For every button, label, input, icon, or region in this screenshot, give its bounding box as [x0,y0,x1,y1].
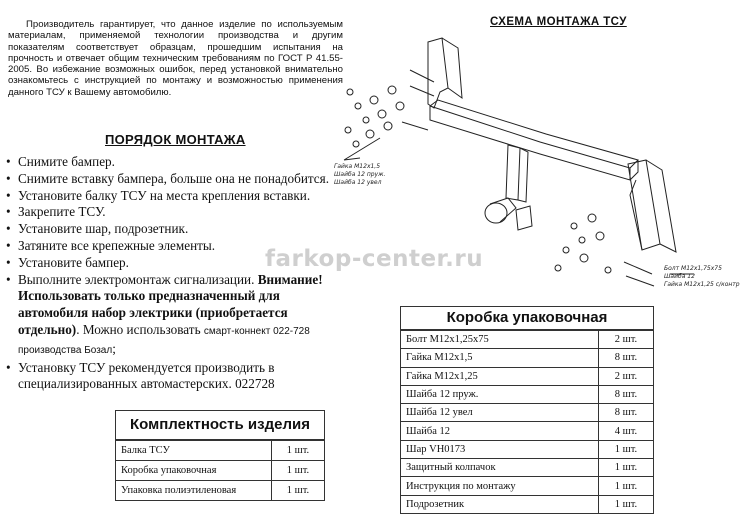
main-beam [430,106,630,180]
ball-mount [506,145,520,200]
kit-item-qty: 1 шт. [272,461,325,481]
pack-item-name: Инструкция по монтажу [401,477,599,495]
diagram-title: СХЕМА МОНТАЖА ТСУ [490,16,627,28]
table-row [401,349,654,367]
socket-plate [516,206,532,230]
step-item: • Снимите бампер. [6,154,346,171]
right-bolts [555,214,654,286]
step-item: • Установите шар, подрозетник. [6,221,346,238]
left-bolts [345,70,434,147]
pack-item-qty: 2 шт. [599,367,654,385]
step-item-recommend: • Установку ТСУ рекомендуется производить в специализированных автомастерских. 022728 [6,360,346,394]
pack-item-name: Защитный колпачок [401,459,599,477]
step-item: • Закрепите ТСУ. [6,204,346,221]
table-row [401,331,654,349]
pack-table [400,330,654,514]
pack-item-qty: 2 шт. [599,331,654,349]
pack-item-qty: 8 шт. [599,349,654,367]
pack-item-name: Шайба 12 увел [401,404,599,422]
table-row [116,441,325,461]
table-row [116,481,325,501]
attention-label: Внимание! [257,271,323,287]
diagram-label-right: Шайба 12 [664,273,695,280]
pack-item-qty: 4 шт. [599,422,654,440]
kit-item-qty: 1 шт. [272,481,325,501]
kit-item-name: Коробка упаковочная [116,461,272,481]
procedure-title: ПОРЯДОК МОНТАЖА [105,132,246,147]
kit-table-title: Комплектность изделия [115,410,325,440]
table-row [401,367,654,385]
pack-item-name: Болт М12х1,25х75 [401,331,599,349]
pack-item-name: Гайка М12х1,25 [401,367,599,385]
tow-ball [485,203,507,223]
table-row [401,385,654,403]
right-bracket [628,160,660,250]
table-row [401,495,654,513]
watermark: farkop-center.ru [265,246,484,272]
pack-item-name: Гайка М12х1,5 [401,349,599,367]
kit-table [115,440,325,501]
kit-item-name: Балка ТСУ [116,441,272,461]
pack-table-title: Коробка упаковочная [400,306,654,330]
table-row [401,404,654,422]
step-item: • Установите балку ТСУ на места крепления вставки. [6,188,346,205]
table-row [401,422,654,440]
pack-item-qty: 1 шт. [599,459,654,477]
kit-item-name: Упаковка полиэтиленовая [116,481,272,501]
diagram-label-left: Гайка М12х1,5 [334,163,381,170]
pack-item-qty: 1 шт. [599,440,654,458]
diagram-label-left: Шайба 12 пруж. [334,171,386,178]
pack-item-qty: 1 шт. [599,477,654,495]
table-row [401,459,654,477]
electric-period: . [76,321,80,337]
diagram-label-right: Болт М12х1,75х75 [664,265,722,272]
diagram-label-left: Шайба 12 увел [334,179,382,186]
pack-item-name: Шайба 12 пруж. [401,385,599,403]
intro-paragraph: Производитель гарантирует, что данное изделие по используемым материалам, применяемой технологии производства и другим показателям соответствует образцам, прошедшим испытания на прочность и отвечает общим техническим требованиям по ГОСТ Р 41.55-2005. Во избежание возможных ошибок, перед установкой внимательно ознакомьтесь с инструкцией по монтажу и возможностью применения данного ТСУ к Вашему автомобилю. [8,19,343,98]
pack-item-name: Шар VH0173 [401,440,599,458]
procedure-steps [6,154,346,393]
electric-kit-name: смарт-коннект 022-728 производства Бозал [18,325,310,356]
electric-warning: Использовать только предназначенный для автомобиля набор электрики (приобретается отдельно) [18,288,288,337]
diagram-label-right: Гайка М12х1,25 с/контр [664,281,740,288]
pack-item-qty: 8 шт. [599,385,654,403]
electric-can-use: Можно использовать [82,321,201,337]
electric-end: ; [112,340,116,356]
electric-lead: Выполните электромонтаж сигнализации. [18,271,255,287]
left-bracket [428,38,448,108]
step-item-electric [6,272,346,360]
step-item: • Снимите вставку бампера, больше она не понадобится. [6,171,346,188]
pack-item-name: Шайба 12 [401,422,599,440]
kit-item-qty: 1 шт. [272,441,325,461]
table-row [401,440,654,458]
step-item: • Затяните все крепежные элементы. [6,238,346,255]
table-row [401,477,654,495]
pack-item-qty: 1 шт. [599,495,654,513]
table-row [116,461,325,481]
pack-item-qty: 8 шт. [599,404,654,422]
pack-item-name: Подрозетник [401,495,599,513]
step-item: • Установите бампер. [6,255,346,272]
